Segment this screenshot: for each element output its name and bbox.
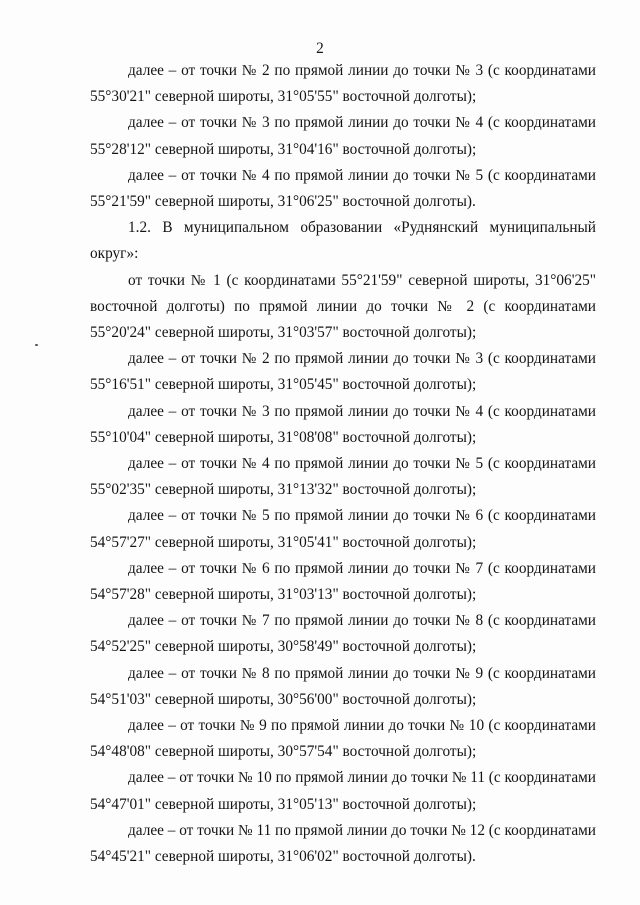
document-body [90, 58, 596, 870]
boundary-point-paragraph: далее – от точки № 10 по прямой линии до точки № 11 (с координатами 54°47'01" северной широты, 31°05'13" восточной долготы); [90, 769, 596, 813]
scan-speck [35, 344, 38, 346]
page-number: 2 [316, 40, 324, 57]
boundary-point-paragraph: далее – от точки № 6 по прямой линии до точки № 7 (с координатами 54°57'28" северной широты, 31°03'13" восточной долготы); [90, 559, 596, 604]
section-heading-1-2: 1.2. В муниципальном образовании «Руднянский муниципальный округ»: [90, 219, 596, 263]
boundary-point-paragraph: далее – от точки № 2 по прямой линии до точки № 3 (с координатами 55°30'21" северной широты, 31°05'55" восточной долготы); [90, 62, 596, 106]
boundary-point-paragraph: далее – от точки № 7 по прямой линии до точки № 8 (с координатами 54°52'25" северной широты, 30°58'49" восточной долготы); [90, 612, 596, 656]
boundary-point-paragraph: далее – от точки № 8 по прямой линии до точки № 9 (с координатами 54°51'03" северной широты, 30°56'00" восточной долготы); [90, 664, 596, 708]
boundary-point-paragraph: от точки № 1 (с координатами 55°21'59" северной широты, 31°06'25" восточной долготы) по прямой линии до точки № 2 (с координатами 55°20'24" северной широты, 31°03'57" восточной долготы); [90, 271, 596, 342]
boundary-point-paragraph: далее – от точки № 2 по прямой линии до точки № 3 (с координатами 55°16'51" северной широты, 31°05'45" восточной долготы); [90, 350, 596, 394]
boundary-point-paragraph: далее – от точки № 4 по прямой линии до точки № 5 (с координатами 55°02'35" северной широты, 31°13'32" восточной долготы); [90, 455, 596, 499]
boundary-point-paragraph: далее – от точки № 3 по прямой линии до точки № 4 (с координатами 55°28'12" северной широты, 31°04'16" восточной долготы); [90, 114, 596, 158]
boundary-point-paragraph: далее – от точки № 11 по прямой линии до точки № 12 (с координатами 54°45'21" северной широты, 31°06'02" восточной долготы). [90, 821, 596, 866]
boundary-point-paragraph: далее – от точки № 4 по прямой линии до точки № 5 (с координатами 55°21'59" северной широты, 31°06'25" восточной долготы). [90, 166, 596, 211]
boundary-point-paragraph: далее – от точки № 3 по прямой линии до точки № 4 (с координатами 55°10'04" северной широты, 31°08'08" восточной долготы); [90, 402, 596, 446]
boundary-point-paragraph: далее – от точки № 9 по прямой линии до точки № 10 (с координатами 54°48'08" северной широты, 30°57'54" восточной долготы); [90, 717, 596, 761]
boundary-point-paragraph: далее – от точки № 5 по прямой линии до точки № 6 (с координатами 54°57'27" северной широты, 31°05'41" восточной долготы); [90, 507, 596, 551]
